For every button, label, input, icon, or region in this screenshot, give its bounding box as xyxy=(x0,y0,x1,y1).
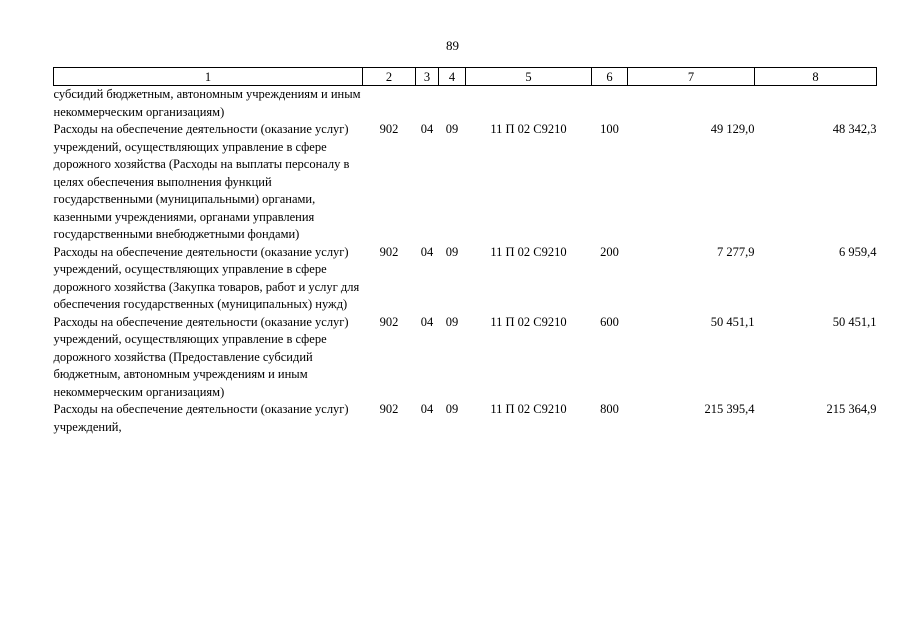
vr-code: 800 xyxy=(600,402,619,416)
column-header: 3 xyxy=(416,68,439,86)
table-row xyxy=(54,121,877,244)
table-row xyxy=(54,401,877,436)
column-header: 2 xyxy=(363,68,416,86)
amount-col8 xyxy=(755,86,877,122)
vr-code xyxy=(592,86,628,122)
amount-col7 xyxy=(628,86,755,122)
column-header: 4 xyxy=(439,68,466,86)
column-header: 7 xyxy=(628,68,755,86)
table-row xyxy=(54,244,877,314)
pr-code xyxy=(439,86,466,122)
table-row xyxy=(54,86,877,122)
expense-name: Расходы на обеспечение деятельности (оказание услуг) учреждений, осуществляющих управление в сфере дорожного хозяйства (Расходы на выплаты персоналу в целях обеспечения выполнения функций государственными (муниципальными) органами, казенными учреждениями, органами управления государственными внебюджетными фондами) xyxy=(53,122,350,241)
expense-name: Расходы на обеспечение деятельности (оказание услуг) учреждений, осуществляющих управление в сфере дорожного хозяйства (Предоставление субсидий бюджетным, автономным учреждениям и иным некоммерческим организациям) xyxy=(53,314,349,399)
pr-code: 09 xyxy=(445,402,459,416)
vr-code: 100 xyxy=(600,122,619,136)
table-row xyxy=(54,314,877,402)
table-header-row xyxy=(54,68,877,86)
amount-col8: 6 959,4 xyxy=(839,244,877,259)
amount-col7: 7 277,9 xyxy=(717,244,755,259)
gr-code xyxy=(363,86,416,122)
pr-code: 09 xyxy=(445,314,459,329)
amount-col7: 215 395,4 xyxy=(704,402,755,416)
expense-name: Расходы на обеспечение деятельности (оказание услуг) учреждений, осуществляющих управление в сфере дорожного хозяйства (Закупка товаров, работ и услуг для обеспечения государственных (муниципальных) нужд) xyxy=(53,244,360,311)
cs-code: 11 П 02 С9210 xyxy=(490,314,567,329)
gr-code: 902 xyxy=(379,402,399,416)
amount-col7: 50 451,1 xyxy=(710,314,755,329)
rz-code: 04 xyxy=(420,314,434,329)
gr-code: 902 xyxy=(379,314,399,329)
cs-code: 11 П 02 С9210 xyxy=(490,402,567,416)
rz-code: 04 xyxy=(420,122,434,136)
column-header: 6 xyxy=(592,68,628,86)
column-header: 5 xyxy=(466,68,592,86)
amount-col8: 50 451,1 xyxy=(832,314,877,329)
pr-code: 09 xyxy=(445,122,459,136)
gr-code: 902 xyxy=(379,122,399,136)
expense-name: субсидий бюджетным, автономным учреждениям и иным некоммерческим организациям) xyxy=(53,87,361,119)
vr-code: 200 xyxy=(600,244,619,259)
expense-name: Расходы на обеспечение деятельности (оказание услуг) учреждений, xyxy=(53,402,349,434)
vr-code: 600 xyxy=(600,314,619,329)
column-header: 1 xyxy=(54,68,363,86)
amount-col7: 49 129,0 xyxy=(710,122,755,136)
amount-col8: 48 342,3 xyxy=(832,122,877,136)
rz-code xyxy=(416,86,439,122)
page-number: 89 xyxy=(446,38,459,53)
cs-code: 11 П 02 С9210 xyxy=(490,122,567,136)
pr-code: 09 xyxy=(445,244,459,259)
column-header: 8 xyxy=(755,68,877,86)
budget-table xyxy=(53,67,877,436)
amount-col8: 215 364,9 xyxy=(826,402,877,416)
cs-code xyxy=(466,86,592,122)
gr-code: 902 xyxy=(379,244,399,259)
cs-code: 11 П 02 С9210 xyxy=(490,244,567,259)
rz-code: 04 xyxy=(420,402,434,416)
rz-code: 04 xyxy=(420,244,434,259)
